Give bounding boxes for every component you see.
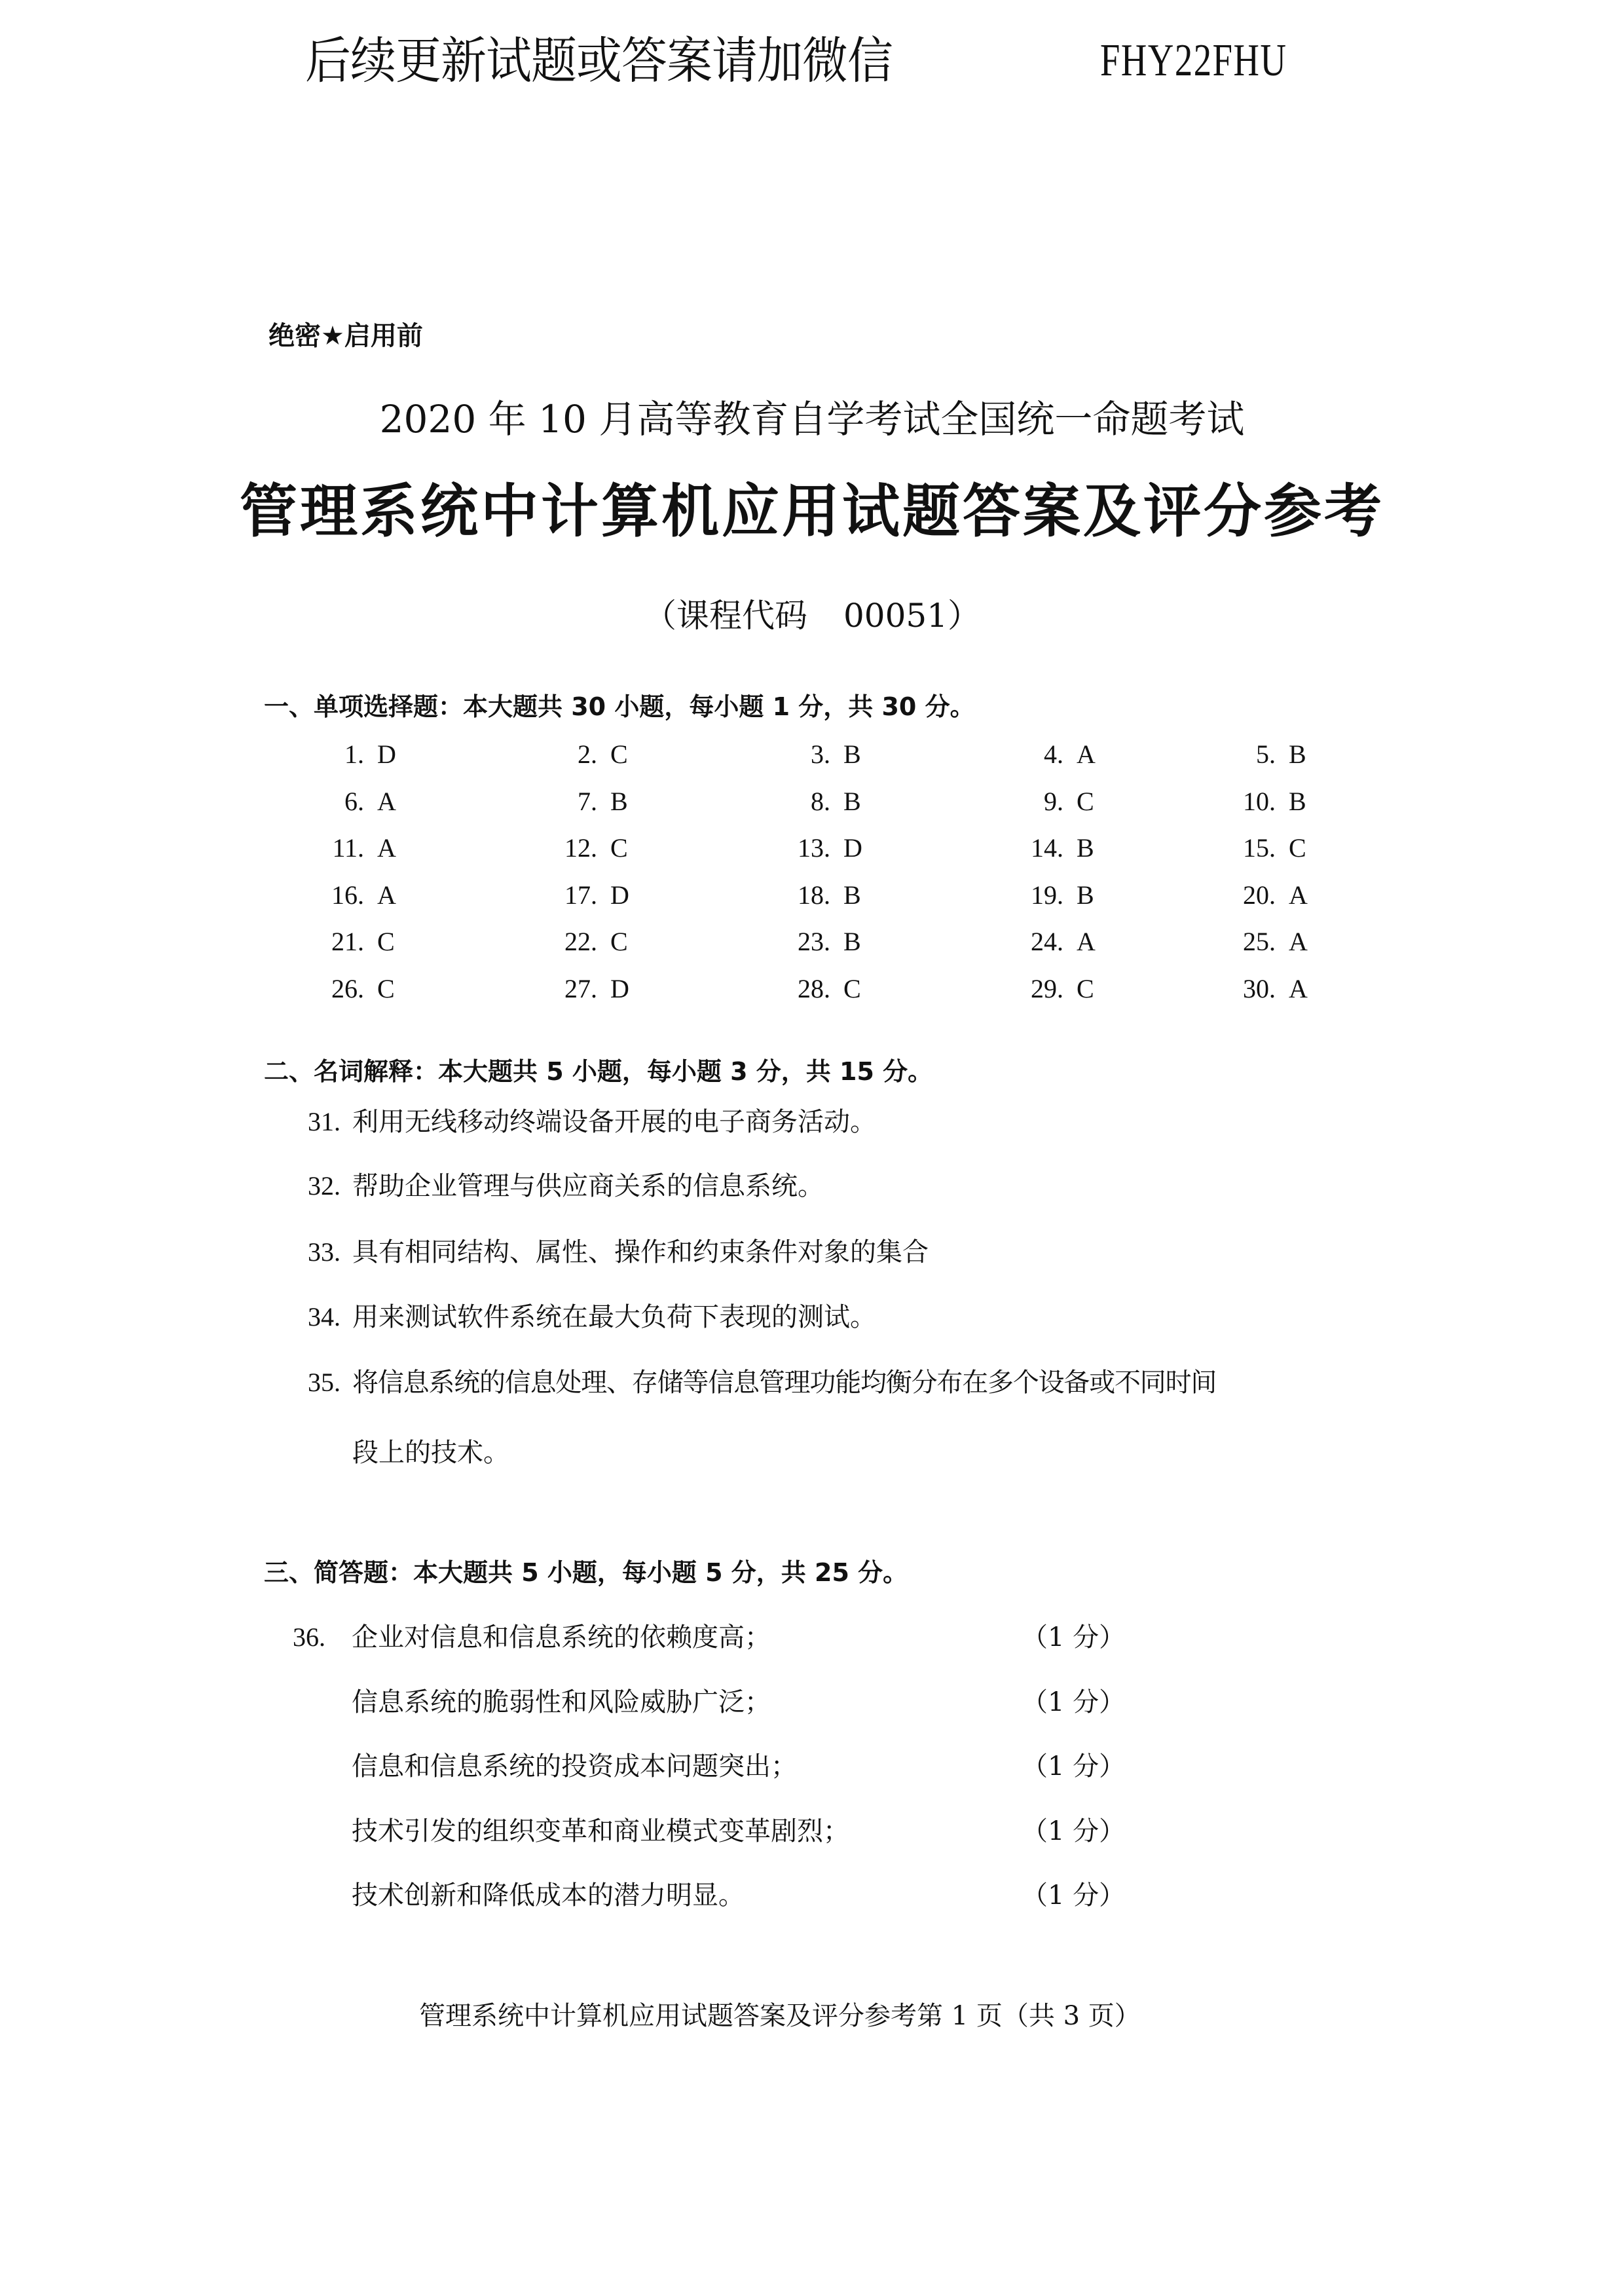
- banner-text: 后续更新试题或答案请加微信: [305, 31, 893, 90]
- answer-letter: D: [377, 739, 396, 769]
- wechat-id: FHY22FHU: [1100, 35, 1287, 86]
- score-label: （1 分）: [1022, 1751, 1126, 1782]
- item-number: 36.: [293, 1622, 325, 1652]
- question-number: 7.: [578, 786, 597, 816]
- answer-letter: C: [1289, 833, 1306, 863]
- definition-item: [308, 1234, 1421, 1271]
- question-number: 12.: [564, 833, 597, 863]
- point-text: 企业对信息和信息系统的依赖度高；: [352, 1622, 771, 1652]
- point-text: 技术创新和降低成本的潜力明显。: [352, 1880, 745, 1911]
- answer-letter: C: [610, 739, 628, 769]
- section2-heading: 二、名词解释：本大题共 5 小题，每小题 3 分，共 15 分。: [264, 1057, 933, 1086]
- item-text: 用来测试软件系统在最大负荷下表现的测试。: [352, 1302, 876, 1332]
- answer-letter: C: [610, 833, 628, 863]
- course-code-prefix: （课程代码: [643, 597, 807, 635]
- question-number: 2.: [578, 739, 597, 769]
- question-number: 11.: [332, 833, 364, 863]
- answer-letter: D: [610, 880, 629, 910]
- score-label: （1 分）: [1022, 1622, 1126, 1652]
- definition-item: [308, 1104, 1421, 1140]
- question-number: 14.: [1031, 833, 1063, 863]
- section3-heading: 三、简答题：本大题共 5 小题，每小题 5 分，共 25 分。: [264, 1558, 908, 1587]
- question-number: 30.: [1243, 973, 1276, 1003]
- page-footer: 管理系统中计算机应用试题答案及评分参考第 1 页（共 3 页）: [419, 2001, 1141, 2031]
- question-number: 5.: [1256, 739, 1276, 769]
- answer-letter: B: [843, 927, 861, 956]
- definition-item: [308, 1364, 1421, 1401]
- answer-letter: B: [843, 786, 861, 816]
- answer-letter: B: [610, 786, 628, 816]
- answer-letter: C: [843, 973, 861, 1003]
- question-number: 16.: [331, 880, 364, 910]
- answer-letter: A: [1289, 973, 1308, 1003]
- question-number: 25.: [1243, 927, 1276, 956]
- answer-letter: A: [377, 880, 396, 910]
- exam-subtitle: 2020 年 10 月高等教育自学考试全国统一命题考试: [379, 397, 1245, 441]
- question-number: 17.: [564, 880, 597, 910]
- answer-letter: A: [1077, 927, 1096, 956]
- item-text: 帮助企业管理与供应商关系的信息系统。: [352, 1171, 824, 1201]
- answer-letter: B: [1289, 739, 1306, 769]
- answer-letter: A: [377, 786, 396, 816]
- answer-letter: C: [377, 927, 395, 956]
- answer-letter: A: [1289, 880, 1308, 910]
- question-number: 24.: [1031, 927, 1063, 956]
- course-code-line: [0, 593, 1624, 639]
- answer-point: [293, 1619, 948, 1656]
- course-code: 00051）: [843, 597, 981, 635]
- answer-letter: C: [377, 973, 395, 1003]
- definition-item: [308, 1299, 1421, 1335]
- question-number: 26.: [331, 973, 364, 1003]
- question-number: 15.: [1243, 833, 1276, 863]
- answer-letter: D: [843, 833, 862, 863]
- question-number: 1.: [344, 739, 364, 769]
- answer-letter: B: [1289, 786, 1306, 816]
- question-number: 10.: [1243, 786, 1276, 816]
- answer-letter: C: [1077, 973, 1094, 1003]
- item-number: 31.: [308, 1107, 341, 1136]
- answer-letter: B: [1077, 833, 1094, 863]
- page-title: 管理系统中计算机应用试题答案及评分参考: [239, 477, 1384, 545]
- answer-letter: B: [1077, 880, 1094, 910]
- answer-letter: C: [1077, 786, 1094, 816]
- answer-letter: A: [377, 833, 396, 863]
- definition-item: [308, 1168, 1421, 1204]
- item-number: 34.: [308, 1302, 341, 1332]
- question-number: 29.: [1031, 973, 1063, 1003]
- answer-letter: B: [843, 739, 861, 769]
- question-number: 13.: [798, 833, 830, 863]
- question-number: 28.: [798, 973, 830, 1003]
- question-number: 19.: [1031, 880, 1063, 910]
- question-number: 9.: [1044, 786, 1063, 816]
- item-number: 32.: [308, 1171, 341, 1201]
- score-label: （1 分）: [1022, 1880, 1126, 1911]
- question-number: 23.: [798, 927, 830, 956]
- confidential-label: 绝密★启用前: [268, 321, 423, 351]
- score-label: （1 分）: [1022, 1816, 1126, 1846]
- definition-continuation: 段上的技术。: [352, 1438, 509, 1468]
- question-number: 20.: [1243, 880, 1276, 910]
- item-text: 将信息系统的信息处理、存储等信息管理功能均衡分布在多个设备或不同时间: [352, 1368, 1217, 1398]
- question-number: 18.: [798, 880, 830, 910]
- question-number: 6.: [344, 786, 364, 816]
- answer-letter: B: [843, 880, 861, 910]
- point-text: 信息系统的脆弱性和风险威胁广泛；: [352, 1687, 771, 1717]
- item-number: 35.: [308, 1368, 341, 1397]
- score-label: （1 分）: [1022, 1687, 1126, 1717]
- contact-banner: [0, 25, 1624, 97]
- section1-heading: 一、单项选择题：本大题共 30 小题，每小题 1 分，共 30 分。: [264, 692, 975, 721]
- point-text: 信息和信息系统的投资成本问题突出；: [352, 1751, 797, 1782]
- question-number: 4.: [1044, 739, 1063, 769]
- item-text: 利用无线移动终端设备开展的电子商务活动。: [352, 1107, 876, 1137]
- item-text: 具有相同结构、属性、操作和约束条件对象的集合: [352, 1237, 929, 1267]
- item-number: 33.: [308, 1237, 341, 1267]
- question-number: 8.: [811, 786, 830, 816]
- question-number: 21.: [331, 927, 364, 956]
- answer-letter: C: [610, 927, 628, 956]
- answer-letter: D: [610, 973, 629, 1003]
- question-number: 3.: [811, 739, 830, 769]
- answer-letter: A: [1289, 927, 1308, 956]
- question-number: 22.: [564, 927, 597, 956]
- answer-letter: A: [1077, 739, 1096, 769]
- point-text: 技术引发的组织变革和商业模式变革剧烈；: [352, 1816, 849, 1846]
- question-number: 27.: [564, 973, 597, 1003]
